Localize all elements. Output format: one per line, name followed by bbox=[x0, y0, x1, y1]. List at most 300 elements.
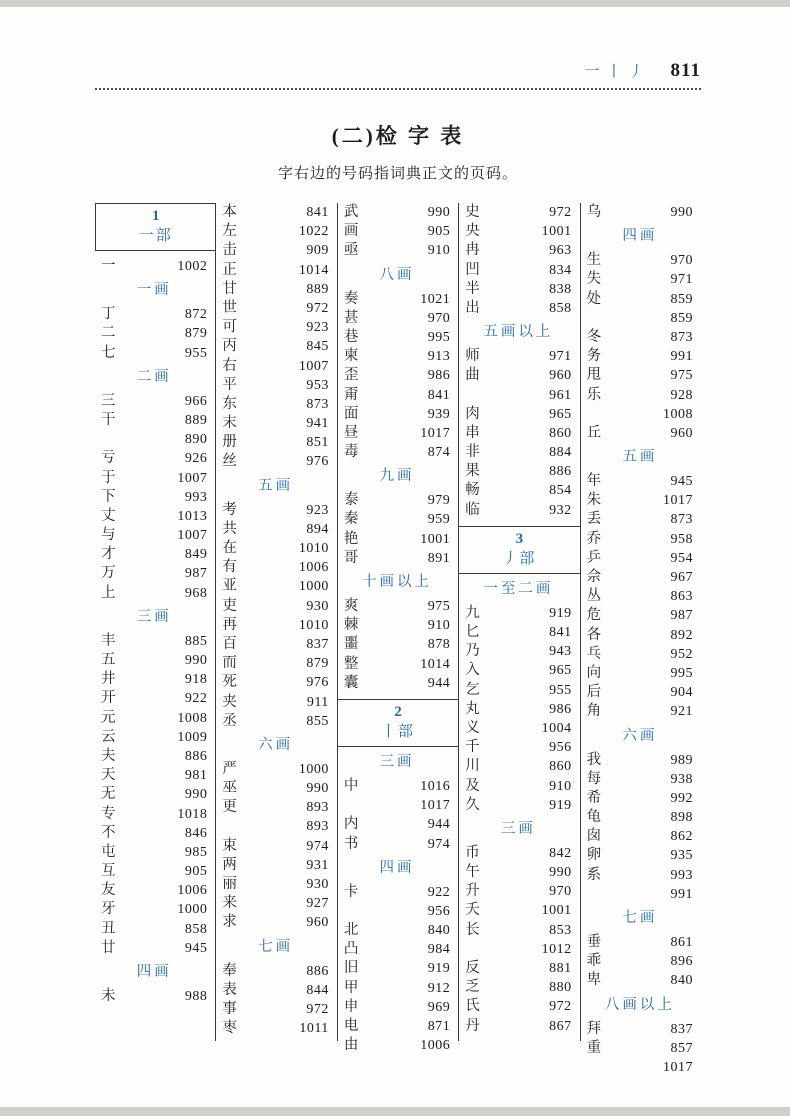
dotted-divider bbox=[95, 88, 701, 90]
header-page-number: 811 bbox=[670, 60, 701, 81]
index-entry bbox=[222, 203, 328, 222]
entry-character: 正 bbox=[222, 261, 237, 278]
index-entry bbox=[587, 1039, 693, 1058]
index-entry bbox=[465, 796, 571, 815]
index-entry bbox=[344, 424, 450, 443]
index-entry bbox=[344, 940, 450, 959]
index-entry bbox=[587, 808, 693, 827]
index-entry bbox=[222, 261, 328, 280]
index-entry bbox=[587, 270, 693, 289]
entry-character: 夹 bbox=[222, 693, 237, 710]
entry-page-number: 873 bbox=[670, 512, 694, 528]
index-entry bbox=[222, 318, 328, 337]
entry-page-number: 958 bbox=[670, 531, 694, 547]
entry-page-number: 1012 bbox=[541, 941, 572, 957]
entry-character: 歪 bbox=[343, 367, 359, 384]
entry-character: 不 bbox=[101, 824, 116, 841]
index-entry bbox=[587, 683, 693, 702]
entry-character: 甩 bbox=[586, 367, 602, 384]
entry-character: 丙 bbox=[222, 338, 237, 355]
entry-page-number: 841 bbox=[306, 205, 329, 220]
entry-character: 入 bbox=[465, 662, 480, 679]
entry-page-number: 975 bbox=[427, 599, 451, 614]
entry-page-number: 867 bbox=[549, 1018, 572, 1034]
entry-page-number: 1022 bbox=[298, 224, 329, 240]
entry-page-number: 938 bbox=[670, 771, 694, 787]
index-entry bbox=[587, 366, 693, 385]
entry-character: 爽 bbox=[343, 598, 359, 614]
stroke-section-header: 八画 bbox=[379, 266, 415, 283]
entry-page-number: 941 bbox=[306, 416, 329, 432]
stroke-section-header: 七画 bbox=[258, 938, 294, 955]
entry-character: 棘 bbox=[343, 617, 359, 634]
index-entry bbox=[222, 337, 328, 356]
entry-page-number: 1007 bbox=[177, 470, 208, 486]
index-entry bbox=[587, 846, 693, 865]
entry-page-number: 841 bbox=[549, 625, 572, 640]
index-entry bbox=[465, 978, 571, 997]
entry-character: 务 bbox=[586, 348, 602, 365]
stroke-section-header: 四画 bbox=[622, 228, 658, 245]
entry-page-number: 959 bbox=[427, 512, 451, 528]
entry-page-number: 886 bbox=[184, 748, 208, 764]
part-name: 丨部 bbox=[381, 723, 416, 740]
entry-page-number: 860 bbox=[549, 759, 572, 775]
entry-character: 在 bbox=[222, 540, 237, 556]
entry-page-number: 1017 bbox=[420, 425, 451, 441]
entry-character: 出 bbox=[465, 299, 480, 316]
radical-part-header bbox=[338, 699, 458, 747]
entry-page-number: 910 bbox=[427, 243, 451, 259]
entry-character: 升 bbox=[465, 883, 480, 900]
entry-page-number: 841 bbox=[427, 387, 451, 403]
entry-character: 事 bbox=[222, 1000, 237, 1017]
page-content bbox=[95, 60, 701, 1075]
index-entry bbox=[344, 530, 450, 549]
entry-page-number: 844 bbox=[306, 982, 329, 998]
entry-character: 匕 bbox=[465, 624, 480, 640]
index-entry bbox=[222, 712, 328, 731]
stroke-section-header: 三画 bbox=[136, 608, 172, 625]
entry-character: 乏 bbox=[465, 979, 480, 996]
entry-character: 奉 bbox=[222, 962, 237, 979]
entry-character: 丁 bbox=[101, 306, 116, 323]
index-entry bbox=[587, 866, 693, 885]
entry-page-number: 922 bbox=[427, 884, 451, 900]
index-entry bbox=[344, 777, 450, 796]
index-entry bbox=[465, 642, 571, 661]
entry-page-number: 855 bbox=[306, 713, 329, 729]
entry-character: 失 bbox=[586, 271, 602, 288]
index-entry bbox=[344, 835, 450, 854]
entry-character: 北 bbox=[343, 922, 359, 939]
entry-page-number: 858 bbox=[184, 921, 208, 937]
entry-page-number: 960 bbox=[306, 915, 329, 931]
index-entry bbox=[587, 472, 693, 491]
entry-page-number: 974 bbox=[427, 836, 451, 852]
entry-character: 甚 bbox=[343, 309, 359, 326]
index-entry bbox=[101, 305, 207, 324]
entry-character: 丢 bbox=[586, 511, 602, 528]
index-entry bbox=[465, 481, 571, 500]
entry-character: 哥 bbox=[343, 549, 359, 566]
entry-character: 夭 bbox=[465, 902, 480, 919]
entry-character: 枣 bbox=[222, 1020, 237, 1037]
scan-edge-top bbox=[0, 0, 790, 7]
entry-character: 屯 bbox=[101, 843, 116, 860]
entry-character: 丹 bbox=[465, 1017, 480, 1034]
index-entry bbox=[344, 290, 450, 309]
index-entry bbox=[222, 433, 328, 452]
index-entry bbox=[587, 328, 693, 347]
entry-page-number: 857 bbox=[670, 1040, 694, 1056]
entry-page-number: 1001 bbox=[541, 903, 572, 919]
entry-character: 丝 bbox=[222, 453, 237, 470]
index-entry bbox=[101, 526, 207, 545]
entry-page-number: 1004 bbox=[541, 720, 572, 736]
index-entry bbox=[101, 545, 207, 564]
entry-page-number: 984 bbox=[427, 942, 451, 958]
index-entry bbox=[465, 222, 571, 241]
entry-character: 与 bbox=[101, 527, 116, 544]
entry-character: 亟 bbox=[343, 242, 359, 259]
index-entry bbox=[465, 997, 571, 1016]
index-entry bbox=[222, 222, 328, 241]
entry-page-number: 878 bbox=[427, 637, 451, 653]
index-entry bbox=[344, 674, 450, 693]
index-entry bbox=[101, 257, 207, 276]
entry-page-number: 886 bbox=[549, 464, 572, 480]
entry-character: 本 bbox=[222, 204, 237, 220]
entry-character: 万 bbox=[101, 565, 116, 582]
entry-page-number: 846 bbox=[184, 825, 208, 841]
entry-page-number: 975 bbox=[670, 368, 694, 384]
entry-character: 三 bbox=[101, 392, 116, 409]
entry-page-number: 1001 bbox=[541, 224, 572, 240]
entry-character: 再 bbox=[222, 616, 237, 633]
index-entry bbox=[587, 203, 693, 222]
index-entry bbox=[465, 901, 571, 920]
stroke-section-header: 五画 bbox=[258, 477, 294, 494]
entry-character: 面 bbox=[343, 405, 359, 422]
entry-character: 长 bbox=[465, 921, 480, 938]
entry-character: 旧 bbox=[343, 960, 359, 977]
entry-character: 甘 bbox=[222, 280, 237, 297]
index-entry bbox=[465, 347, 571, 366]
stroke-section-header: 四画 bbox=[379, 859, 415, 876]
entry-page-number: 960 bbox=[549, 368, 572, 384]
entry-character: 凸 bbox=[343, 941, 359, 958]
entry-page-number: 861 bbox=[670, 935, 694, 950]
index-entry bbox=[222, 798, 328, 817]
entry-page-number: 859 bbox=[670, 291, 694, 307]
index-entry bbox=[222, 981, 328, 1000]
entry-page-number: 981 bbox=[184, 768, 208, 784]
index-column-3 bbox=[337, 203, 458, 1054]
entry-page-number: 995 bbox=[670, 665, 694, 681]
entry-character: 非 bbox=[465, 444, 480, 461]
entry-character: 七 bbox=[101, 344, 116, 361]
index-entry bbox=[101, 785, 207, 804]
entry-page-number: 922 bbox=[184, 691, 208, 707]
entry-page-number: 909 bbox=[306, 243, 329, 259]
stroke-section-header: 十画以上 bbox=[362, 574, 433, 590]
entry-page-number: 873 bbox=[670, 329, 694, 345]
entry-page-number: 918 bbox=[184, 672, 208, 688]
entry-page-number: 990 bbox=[306, 781, 329, 797]
part-number: 2 bbox=[394, 703, 402, 720]
entry-page-number: 1008 bbox=[177, 710, 208, 726]
index-entry bbox=[587, 827, 693, 846]
entry-page-number: 1014 bbox=[298, 262, 329, 278]
entry-character: 内 bbox=[343, 816, 359, 833]
entry-page-number: 971 bbox=[670, 272, 694, 288]
index-entry bbox=[222, 962, 328, 981]
entry-character: 天 bbox=[101, 767, 116, 784]
entry-character: 乓 bbox=[586, 645, 602, 662]
index-entry bbox=[587, 1058, 693, 1077]
entry-page-number: 896 bbox=[670, 954, 694, 970]
entry-page-number: 1008 bbox=[663, 406, 694, 422]
entry-character: 肉 bbox=[465, 405, 480, 422]
index-entry bbox=[344, 241, 450, 260]
scan-edge-bottom bbox=[0, 1107, 790, 1116]
entry-character: 义 bbox=[465, 719, 480, 736]
entry-page-number: 995 bbox=[427, 329, 451, 345]
stroke-section-header: 三画 bbox=[379, 753, 415, 770]
entry-character: 每 bbox=[586, 770, 602, 787]
index-entry bbox=[101, 392, 207, 411]
entry-character: 世 bbox=[222, 299, 237, 316]
entry-page-number: 1000 bbox=[298, 579, 329, 595]
entry-character: 丰 bbox=[101, 632, 116, 649]
index-entry bbox=[101, 824, 207, 843]
index-entry bbox=[465, 757, 571, 776]
entry-page-number: 944 bbox=[427, 675, 451, 691]
radical-part-header bbox=[95, 203, 215, 251]
entry-page-number: 927 bbox=[306, 896, 329, 912]
entry-page-number: 939 bbox=[427, 406, 451, 422]
entry-character: 平 bbox=[222, 376, 237, 393]
entry-page-number: 860 bbox=[549, 425, 572, 441]
entry-page-number: 960 bbox=[670, 425, 694, 441]
entry-page-number: 840 bbox=[670, 973, 694, 989]
entry-page-number: 892 bbox=[670, 627, 694, 643]
index-entry bbox=[587, 789, 693, 808]
entry-character: 年 bbox=[586, 473, 602, 490]
index-entry bbox=[465, 443, 571, 462]
entry-page-number: 967 bbox=[670, 570, 694, 585]
stroke-section-header: 七画 bbox=[622, 910, 658, 926]
index-entry bbox=[101, 344, 207, 363]
index-entry bbox=[465, 623, 571, 642]
index-entry bbox=[587, 424, 693, 443]
index-entry bbox=[222, 760, 328, 779]
entry-page-number: 986 bbox=[549, 701, 572, 717]
entry-character: 共 bbox=[222, 520, 237, 537]
index-entry bbox=[465, 777, 571, 796]
index-entry bbox=[465, 940, 571, 959]
entry-page-number: 990 bbox=[549, 865, 572, 881]
entry-page-number: 893 bbox=[306, 800, 329, 816]
entry-page-number: 898 bbox=[670, 810, 694, 826]
index-entry bbox=[222, 597, 328, 616]
entry-character: 百 bbox=[222, 635, 237, 652]
index-entry bbox=[344, 979, 450, 998]
entry-page-number: 987 bbox=[184, 566, 208, 582]
index-entry bbox=[344, 655, 450, 674]
entry-page-number: 886 bbox=[306, 963, 329, 979]
index-entry bbox=[222, 875, 328, 894]
entry-page-number: 1006 bbox=[177, 883, 208, 899]
index-entry bbox=[344, 443, 450, 462]
index-entry bbox=[222, 616, 328, 635]
entry-character: 求 bbox=[222, 914, 237, 931]
entry-character: 角 bbox=[586, 703, 602, 720]
index-entry bbox=[465, 203, 571, 222]
index-entry bbox=[465, 261, 571, 280]
entry-page-number: 879 bbox=[306, 656, 329, 672]
index-entry bbox=[222, 299, 328, 318]
entry-page-number: 985 bbox=[184, 844, 208, 860]
entry-page-number: 910 bbox=[427, 618, 451, 634]
index-entry bbox=[587, 491, 693, 510]
entry-character: 乞 bbox=[465, 681, 480, 698]
entry-character: 秦 bbox=[343, 511, 359, 528]
entry-character: 元 bbox=[101, 709, 116, 726]
entry-page-number: 976 bbox=[306, 454, 329, 470]
entry-character: 井 bbox=[101, 671, 116, 688]
index-entry bbox=[587, 347, 693, 366]
entry-character: 死 bbox=[222, 674, 237, 691]
entry-page-number: 879 bbox=[184, 326, 208, 342]
index-entry bbox=[101, 881, 207, 900]
index-entry bbox=[101, 920, 207, 939]
index-entry bbox=[222, 693, 328, 712]
entry-character: 重 bbox=[586, 1039, 602, 1056]
entry-page-number: 891 bbox=[427, 550, 451, 566]
index-entry bbox=[101, 411, 207, 430]
entry-character: 下 bbox=[101, 488, 116, 505]
entry-page-number: 970 bbox=[427, 310, 451, 326]
index-entry bbox=[101, 507, 207, 526]
index-entry bbox=[222, 654, 328, 673]
entry-character: 册 bbox=[222, 434, 237, 451]
entry-character: 系 bbox=[586, 866, 602, 883]
index-entry bbox=[465, 299, 571, 318]
index-entry bbox=[222, 1019, 328, 1038]
entry-character: 丞 bbox=[222, 712, 237, 729]
entry-character: 友 bbox=[101, 882, 116, 899]
index-entry bbox=[222, 817, 328, 836]
entry-character: 向 bbox=[586, 664, 602, 681]
entry-character: 及 bbox=[465, 777, 480, 794]
entry-character: 果 bbox=[465, 463, 480, 480]
entry-character: 师 bbox=[465, 348, 480, 365]
entry-page-number: 945 bbox=[184, 940, 208, 956]
entry-page-number: 871 bbox=[427, 1019, 451, 1034]
entry-character: 我 bbox=[586, 751, 602, 768]
index-entry bbox=[465, 424, 571, 443]
index-entry bbox=[101, 449, 207, 468]
entry-page-number: 884 bbox=[549, 445, 572, 461]
entry-character: 无 bbox=[101, 786, 116, 803]
entry-page-number: 969 bbox=[427, 999, 451, 1015]
entry-character: 由 bbox=[343, 1037, 359, 1054]
entry-page-number: 919 bbox=[549, 605, 572, 621]
header-radicals: 一丨丿 bbox=[584, 64, 651, 80]
stroke-section-header: 三画 bbox=[500, 820, 536, 837]
index-entry bbox=[344, 510, 450, 529]
index-entry bbox=[344, 309, 450, 328]
index-entry bbox=[101, 939, 207, 958]
entry-page-number: 1010 bbox=[298, 541, 329, 556]
index-entry bbox=[587, 645, 693, 664]
entry-character: 各 bbox=[586, 626, 602, 643]
entry-character: 午 bbox=[465, 864, 480, 881]
index-entry bbox=[465, 863, 571, 882]
index-entry bbox=[101, 987, 207, 1006]
index-entry bbox=[587, 530, 693, 549]
entry-character: 佘 bbox=[586, 569, 602, 585]
entry-character: 处 bbox=[586, 290, 602, 307]
entry-character: 丑 bbox=[101, 920, 116, 937]
entry-character: 专 bbox=[101, 805, 116, 822]
index-entry bbox=[222, 779, 328, 798]
entry-page-number: 873 bbox=[306, 396, 329, 412]
entry-character: 昼 bbox=[343, 424, 359, 441]
index-entry bbox=[587, 952, 693, 971]
entry-page-number: 1006 bbox=[298, 560, 329, 576]
entry-page-number: 971 bbox=[549, 349, 572, 365]
stroke-section-header: 四画 bbox=[136, 964, 172, 980]
entry-page-number: 1007 bbox=[177, 528, 208, 544]
index-entry bbox=[344, 998, 450, 1017]
entry-page-number: 838 bbox=[549, 281, 572, 297]
index-entry bbox=[101, 689, 207, 708]
entry-page-number: 991 bbox=[670, 349, 694, 365]
index-entry bbox=[101, 564, 207, 583]
entry-page-number: 974 bbox=[306, 838, 329, 854]
entry-page-number: 990 bbox=[184, 787, 208, 803]
entry-page-number: 834 bbox=[549, 262, 572, 278]
entry-page-number: 943 bbox=[549, 644, 572, 660]
index-entry bbox=[465, 1017, 571, 1036]
entry-page-number: 954 bbox=[670, 550, 694, 566]
entry-page-number: 854 bbox=[549, 483, 572, 499]
entry-character: 生 bbox=[586, 252, 602, 269]
entry-character: 左 bbox=[222, 223, 237, 240]
index-entry bbox=[222, 856, 328, 875]
index-entry bbox=[344, 347, 450, 366]
index-entry bbox=[465, 386, 571, 405]
index-entry bbox=[222, 376, 328, 395]
index-subtitle: 字右边的号码指词典正文的页码。 bbox=[277, 166, 518, 182]
index-entry bbox=[465, 280, 571, 299]
entry-character: 云 bbox=[101, 728, 116, 745]
index-entry bbox=[101, 469, 207, 488]
index-entry bbox=[587, 386, 693, 405]
entry-character: 击 bbox=[222, 242, 237, 259]
part-name: 一部 bbox=[138, 228, 173, 244]
entry-character: 夫 bbox=[101, 747, 116, 764]
index-entry bbox=[587, 568, 693, 587]
entry-character: 史 bbox=[465, 204, 480, 220]
index-entry bbox=[344, 222, 450, 241]
entry-character: 奏 bbox=[343, 290, 359, 307]
radical-part-header bbox=[459, 526, 579, 574]
entry-character: 右 bbox=[222, 357, 237, 374]
